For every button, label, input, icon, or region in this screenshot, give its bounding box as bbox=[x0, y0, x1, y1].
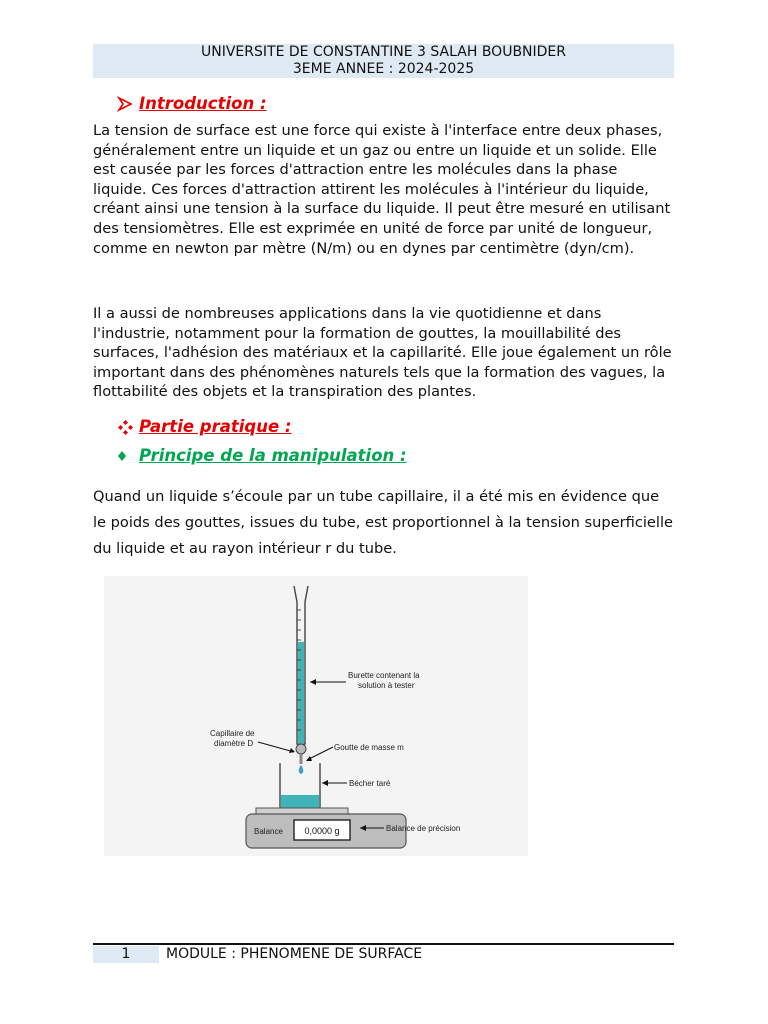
page-number: 1 bbox=[93, 946, 159, 963]
document-header bbox=[93, 44, 674, 78]
principle-paragraph: Quand un liquide s’écoule par un tube capillaire, il a été mis en évidence que le poids des gouttes, issues du tube, est proportionnel à la tension superficielle du liquide et au rayon intérieur r du tube. bbox=[93, 488, 673, 557]
balance-word: Balance bbox=[254, 827, 283, 836]
balance-reading: 0,0000 g bbox=[304, 826, 340, 836]
beaker-label: Bécher taré bbox=[349, 779, 391, 788]
diamond-bullet-icon bbox=[116, 450, 128, 466]
intro-paragraph-2: Il a aussi de nombreuses applications dans la vie quotidienne et dans l'industrie, notamment pour la formation de gouttes, la mouillabilité des surfaces, l'adhésion des matériaux et la capillarité. Elle joue également un rôle important dans des phénomènes naturels tels que la formation des vagues, la flottabilité des objets et la transpiration des plantes. bbox=[93, 305, 672, 401]
header-university: UNIVERSITE DE CONSTANTINE 3 SALAH BOUBNIDER bbox=[201, 44, 566, 60]
capillary-label-1: Capillaire de bbox=[210, 729, 255, 738]
capillary-label-2: diamètre D bbox=[214, 739, 254, 748]
intro-heading: Introduction : bbox=[139, 94, 267, 113]
footer-rule bbox=[93, 943, 674, 945]
capillary bbox=[300, 754, 303, 764]
footer-module: MODULE : PHENOMENE DE SURFACE bbox=[166, 946, 423, 962]
burette-liquid bbox=[298, 642, 304, 744]
balance-label: Balance de précision bbox=[386, 824, 461, 833]
arrow-bullet-icon bbox=[117, 96, 133, 116]
header-year: 3EME ANNEE : 2024-2025 bbox=[292, 61, 475, 77]
diamond-cluster-icon bbox=[117, 419, 134, 440]
practical-heading: Partie pratique : bbox=[139, 417, 292, 436]
burette-label-2: solution à tester bbox=[358, 681, 415, 690]
intro-paragraph-1: La tension de surface est une force qui existe à l'interface entre deux phases, généralement entre un liquide et un gaz ou entre un liquide et un solide. Elle est causée par les forces d'attraction entre les molécules dans la phase liquide. Ces forces d'attraction attirent les molécules à l'intérieur du liquide, créant ainsi une tension à la surface du liquide. Il peut être mesuré en utilisant des tensiomètres. Elle est exprimée en unité de force par unité de longueur, comme en newton par mètre (N/m) ou en dynes par centimètre (dyn/cm). bbox=[93, 122, 671, 257]
stopcock bbox=[296, 744, 306, 754]
burette-figure bbox=[104, 576, 528, 856]
drop-label: Goutte de masse m bbox=[334, 743, 404, 752]
beaker-liquid bbox=[281, 795, 319, 808]
burette-label-1: Burette contenant la bbox=[348, 671, 420, 680]
principle-heading: Principe de la manipulation : bbox=[139, 446, 407, 465]
balance-pan bbox=[256, 808, 348, 814]
